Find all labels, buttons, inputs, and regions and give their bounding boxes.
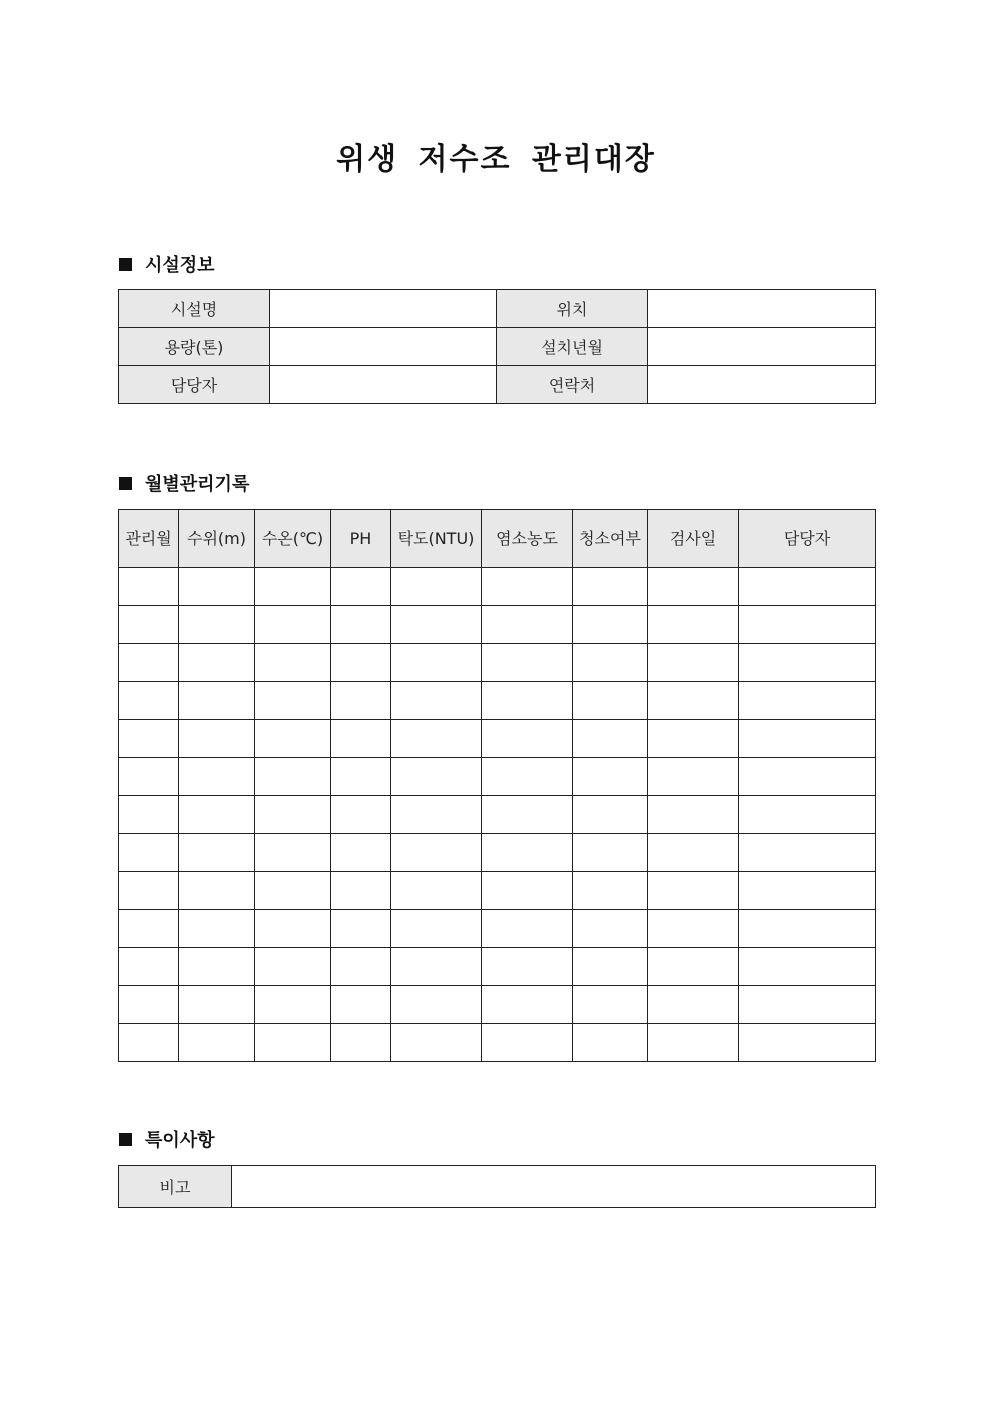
table-cell[interactable] bbox=[648, 872, 739, 910]
table-cell[interactable] bbox=[739, 606, 876, 644]
table-cell[interactable] bbox=[255, 872, 331, 910]
table-cell[interactable] bbox=[482, 682, 573, 720]
table-cell[interactable] bbox=[482, 910, 573, 948]
monthly-record-table bbox=[118, 509, 876, 1062]
table-cell[interactable] bbox=[331, 606, 391, 644]
table-row bbox=[119, 606, 876, 644]
table-cell[interactable] bbox=[331, 644, 391, 682]
table-row bbox=[119, 644, 876, 682]
table-cell[interactable] bbox=[391, 644, 482, 682]
table-cell[interactable] bbox=[331, 834, 391, 872]
table-cell[interactable] bbox=[331, 986, 391, 1024]
table-cell[interactable] bbox=[255, 986, 331, 1024]
table-cell[interactable] bbox=[255, 568, 331, 606]
square-bullet-icon bbox=[119, 1133, 132, 1146]
table-cell[interactable] bbox=[331, 682, 391, 720]
remarks-field[interactable] bbox=[232, 1166, 876, 1208]
table-cell[interactable] bbox=[391, 796, 482, 834]
table-cell[interactable] bbox=[573, 796, 648, 834]
contact-label: 연락처 bbox=[497, 366, 648, 404]
facility-name-label: 시설명 bbox=[119, 290, 270, 328]
table-cell[interactable] bbox=[739, 568, 876, 606]
monthly-heading-text: 월별관리기록 bbox=[145, 474, 250, 495]
install-date-field[interactable] bbox=[648, 328, 876, 366]
table-cell[interactable] bbox=[739, 872, 876, 910]
table-cell[interactable] bbox=[391, 606, 482, 644]
table-cell[interactable] bbox=[119, 986, 179, 1024]
page-title: 위생 저수조 관리대장 bbox=[336, 142, 656, 177]
table-cell[interactable] bbox=[573, 834, 648, 872]
table-cell[interactable] bbox=[179, 568, 255, 606]
table-cell[interactable] bbox=[648, 644, 739, 682]
table-cell[interactable] bbox=[391, 682, 482, 720]
table-cell[interactable] bbox=[255, 1024, 331, 1062]
table-cell[interactable] bbox=[331, 568, 391, 606]
table-cell[interactable] bbox=[179, 910, 255, 948]
table-cell[interactable] bbox=[482, 796, 573, 834]
table-cell[interactable] bbox=[573, 720, 648, 758]
table-cell[interactable] bbox=[255, 910, 331, 948]
table-cell[interactable] bbox=[482, 644, 573, 682]
col-header-month: 관리월 bbox=[119, 510, 179, 568]
col-header-water-level: 수위(m) bbox=[179, 510, 255, 568]
table-cell[interactable] bbox=[179, 606, 255, 644]
table-cell[interactable] bbox=[119, 720, 179, 758]
facility-info-table bbox=[118, 289, 876, 404]
table-cell[interactable] bbox=[179, 872, 255, 910]
table-cell[interactable] bbox=[119, 1024, 179, 1062]
table-cell[interactable] bbox=[648, 986, 739, 1024]
table-cell[interactable] bbox=[482, 986, 573, 1024]
table-cell[interactable] bbox=[255, 834, 331, 872]
table-cell[interactable] bbox=[119, 834, 179, 872]
table-cell[interactable] bbox=[179, 1024, 255, 1062]
table-header-row bbox=[119, 510, 876, 568]
location-field[interactable] bbox=[648, 290, 876, 328]
facility-heading-text: 시설정보 bbox=[145, 255, 215, 276]
table-row bbox=[119, 796, 876, 834]
table-cell[interactable] bbox=[255, 682, 331, 720]
table-row bbox=[119, 1166, 876, 1208]
table-cell[interactable] bbox=[739, 910, 876, 948]
facility-name-field[interactable] bbox=[270, 290, 497, 328]
location-label: 위치 bbox=[497, 290, 648, 328]
table-cell[interactable] bbox=[648, 1024, 739, 1062]
table-cell[interactable] bbox=[648, 758, 739, 796]
table-cell[interactable] bbox=[573, 682, 648, 720]
table-cell[interactable] bbox=[331, 872, 391, 910]
table-cell[interactable] bbox=[739, 644, 876, 682]
table-cell[interactable] bbox=[573, 986, 648, 1024]
table-row bbox=[119, 682, 876, 720]
table-cell[interactable] bbox=[482, 758, 573, 796]
table-cell[interactable] bbox=[119, 682, 179, 720]
table-cell[interactable] bbox=[573, 948, 648, 986]
table-cell[interactable] bbox=[331, 948, 391, 986]
table-cell[interactable] bbox=[739, 796, 876, 834]
table-cell[interactable] bbox=[255, 644, 331, 682]
square-bullet-icon bbox=[119, 258, 132, 271]
table-cell[interactable] bbox=[331, 796, 391, 834]
table-cell[interactable] bbox=[482, 606, 573, 644]
table-cell[interactable] bbox=[648, 682, 739, 720]
table-cell[interactable] bbox=[648, 568, 739, 606]
remarks-table bbox=[118, 1165, 876, 1208]
table-row bbox=[119, 720, 876, 758]
table-cell[interactable] bbox=[179, 682, 255, 720]
facility-section-heading bbox=[119, 251, 215, 277]
manager-label: 담당자 bbox=[119, 366, 270, 404]
table-row bbox=[119, 910, 876, 948]
table-cell[interactable] bbox=[648, 720, 739, 758]
table-cell[interactable] bbox=[255, 720, 331, 758]
remarks-label: 비고 bbox=[119, 1166, 232, 1208]
table-cell[interactable] bbox=[482, 948, 573, 986]
table-cell[interactable] bbox=[648, 910, 739, 948]
col-header-turbidity: 탁도(NTU) bbox=[391, 510, 482, 568]
table-cell[interactable] bbox=[179, 758, 255, 796]
table-cell[interactable] bbox=[119, 568, 179, 606]
table-cell[interactable] bbox=[331, 758, 391, 796]
table-cell[interactable] bbox=[391, 1024, 482, 1062]
col-header-chlorine: 염소농도 bbox=[482, 510, 573, 568]
table-cell[interactable] bbox=[391, 948, 482, 986]
table-row bbox=[119, 948, 876, 986]
square-bullet-icon bbox=[119, 477, 132, 490]
table-row bbox=[119, 986, 876, 1024]
table-cell[interactable] bbox=[573, 606, 648, 644]
table-cell[interactable] bbox=[648, 948, 739, 986]
table-row bbox=[119, 834, 876, 872]
table-cell[interactable] bbox=[255, 796, 331, 834]
table-cell[interactable] bbox=[648, 796, 739, 834]
table-cell[interactable] bbox=[391, 758, 482, 796]
table-cell[interactable] bbox=[255, 606, 331, 644]
capacity-field[interactable] bbox=[270, 328, 497, 366]
table-cell[interactable] bbox=[573, 872, 648, 910]
monthly-record-body bbox=[119, 568, 876, 1062]
table-cell[interactable] bbox=[119, 872, 179, 910]
table-cell[interactable] bbox=[255, 948, 331, 986]
col-header-manager: 담당자 bbox=[739, 510, 876, 568]
table-cell[interactable] bbox=[482, 720, 573, 758]
capacity-label: 용량(톤) bbox=[119, 328, 270, 366]
col-header-water-temp: 수온(℃) bbox=[255, 510, 331, 568]
table-row bbox=[119, 568, 876, 606]
manager-field[interactable] bbox=[270, 366, 497, 404]
table-cell[interactable] bbox=[573, 644, 648, 682]
table-cell[interactable] bbox=[391, 720, 482, 758]
table-row bbox=[119, 1024, 876, 1062]
table-cell[interactable] bbox=[391, 910, 482, 948]
table-cell[interactable] bbox=[179, 986, 255, 1024]
table-cell[interactable] bbox=[119, 796, 179, 834]
table-row bbox=[119, 872, 876, 910]
table-cell[interactable] bbox=[482, 1024, 573, 1062]
table-cell[interactable] bbox=[648, 606, 739, 644]
col-header-inspection-date: 검사일 bbox=[648, 510, 739, 568]
table-cell[interactable] bbox=[739, 720, 876, 758]
remarks-heading-text: 특이사항 bbox=[145, 1130, 215, 1151]
table-cell[interactable] bbox=[391, 834, 482, 872]
table-cell[interactable] bbox=[573, 568, 648, 606]
table-cell[interactable] bbox=[179, 834, 255, 872]
table-cell[interactable] bbox=[119, 758, 179, 796]
table-cell[interactable] bbox=[573, 758, 648, 796]
table-cell[interactable] bbox=[119, 948, 179, 986]
table-row bbox=[119, 328, 876, 366]
table-cell[interactable] bbox=[739, 834, 876, 872]
table-cell[interactable] bbox=[391, 986, 482, 1024]
table-cell[interactable] bbox=[255, 758, 331, 796]
table-cell[interactable] bbox=[739, 948, 876, 986]
table-row bbox=[119, 366, 876, 404]
table-cell[interactable] bbox=[179, 720, 255, 758]
table-cell[interactable] bbox=[739, 682, 876, 720]
remarks-section-heading bbox=[119, 1126, 215, 1152]
table-cell[interactable] bbox=[331, 720, 391, 758]
table-cell[interactable] bbox=[482, 568, 573, 606]
contact-field[interactable] bbox=[648, 366, 876, 404]
table-cell[interactable] bbox=[119, 910, 179, 948]
table-row bbox=[119, 290, 876, 328]
install-date-label: 설치년월 bbox=[497, 328, 648, 366]
monthly-section-heading bbox=[119, 470, 249, 496]
table-cell[interactable] bbox=[648, 834, 739, 872]
table-cell[interactable] bbox=[179, 644, 255, 682]
table-cell[interactable] bbox=[331, 910, 391, 948]
col-header-cleaning: 청소여부 bbox=[573, 510, 648, 568]
table-cell[interactable] bbox=[573, 910, 648, 948]
table-cell[interactable] bbox=[739, 1024, 876, 1062]
table-cell[interactable] bbox=[739, 758, 876, 796]
table-cell[interactable] bbox=[391, 872, 482, 910]
table-cell[interactable] bbox=[179, 796, 255, 834]
table-cell[interactable] bbox=[391, 568, 482, 606]
table-cell[interactable] bbox=[179, 948, 255, 986]
table-cell[interactable] bbox=[119, 644, 179, 682]
table-cell[interactable] bbox=[573, 1024, 648, 1062]
table-cell[interactable] bbox=[331, 1024, 391, 1062]
table-row bbox=[119, 758, 876, 796]
table-cell[interactable] bbox=[482, 872, 573, 910]
table-cell[interactable] bbox=[739, 986, 876, 1024]
table-cell[interactable] bbox=[482, 834, 573, 872]
col-header-ph: PH bbox=[331, 510, 391, 568]
table-cell[interactable] bbox=[119, 606, 179, 644]
